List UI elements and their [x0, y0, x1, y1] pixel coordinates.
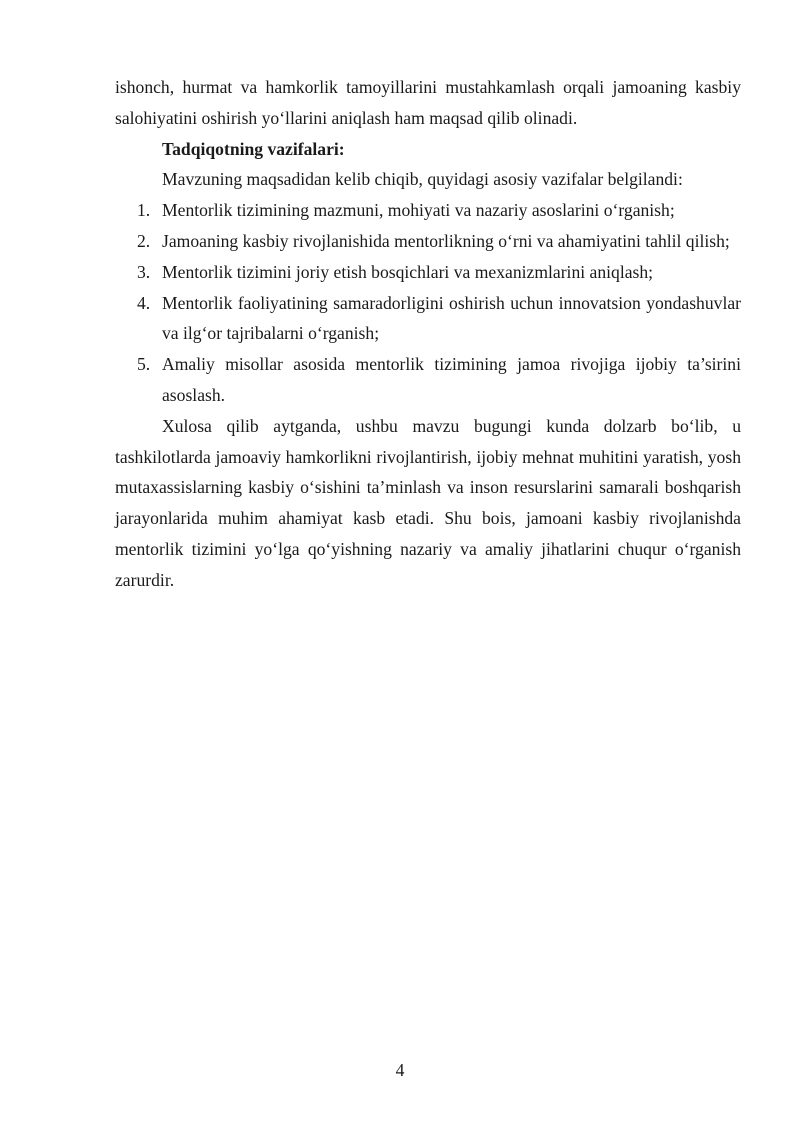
page-number: 4	[395, 1060, 405, 1080]
list-item-number: 4.	[137, 292, 151, 313]
tasks-intro: Mavzuning maqsadidan kelib chiqib, quyidagi asosiy vazifalar belgilandi:	[162, 169, 683, 190]
list-item	[115, 288, 741, 350]
list-item-number: 5.	[137, 354, 151, 375]
list-item-number: 3.	[137, 261, 151, 282]
list-item-text: Amaliy misollar asosida mentorlik tizimining jamoa rivojiga ijobiy ta’sirini asoslash.	[162, 354, 741, 405]
list-item-text: Mentorlik tizimining mazmuni, mohiyati va nazariy asoslarini o‘rganish;	[162, 200, 675, 221]
list-item	[115, 195, 741, 226]
tasks-list	[115, 195, 741, 411]
list-item-text: Mentorlik faoliyatining samaradorligini oshirish uchun innovatsion yondashuvlar va ilg‘or tajribalarni o‘rganish;	[162, 292, 741, 344]
tasks-heading: Tadqiqotning vazifalari:	[162, 138, 345, 159]
list-item	[115, 257, 741, 288]
list-item	[115, 226, 741, 257]
list-item-text: Jamoaning kasbiy rivojlanishida mentorlikning o‘rni va ahamiyatini tahlil qilish;	[162, 230, 730, 251]
list-item-text: Mentorlik tizimini joriy etish bosqichlari va mexanizmlarini aniqlash;	[162, 261, 654, 282]
opening-paragraph: ishonch, hurmat va hamkorlik tamoyillarini mustahkamlash orqali jamoaning kasbiy salohiyatini oshirish yo‘llarini aniqlash ham maqsad qilib olinadi.	[115, 77, 741, 128]
list-item-number: 1.	[137, 200, 151, 221]
list-item-number: 2.	[137, 230, 151, 251]
conclusion-paragraph: Xulosa qilib aytganda, ushbu mavzu bugungi kunda dolzarb bo‘lib, u tashkilotlarda jamoaviy hamkorlikni rivojlantirish, ijobiy mehnat muhitini yaratish, yosh mutaxassislarning kasbiy o‘sishini ta’minlash va inson resurslarini samarali boshqarish jarayonlarida muhim ahamiyat kasb etadi. Shu bois, jamoani kasbiy rivojlanishda mentorlik tizimini yo‘lga qo‘yishning nazariy va amaliy jihatlarini chuqur o‘rganish zarurdir.	[115, 415, 741, 590]
list-item	[115, 349, 741, 411]
document-page	[115, 72, 741, 596]
